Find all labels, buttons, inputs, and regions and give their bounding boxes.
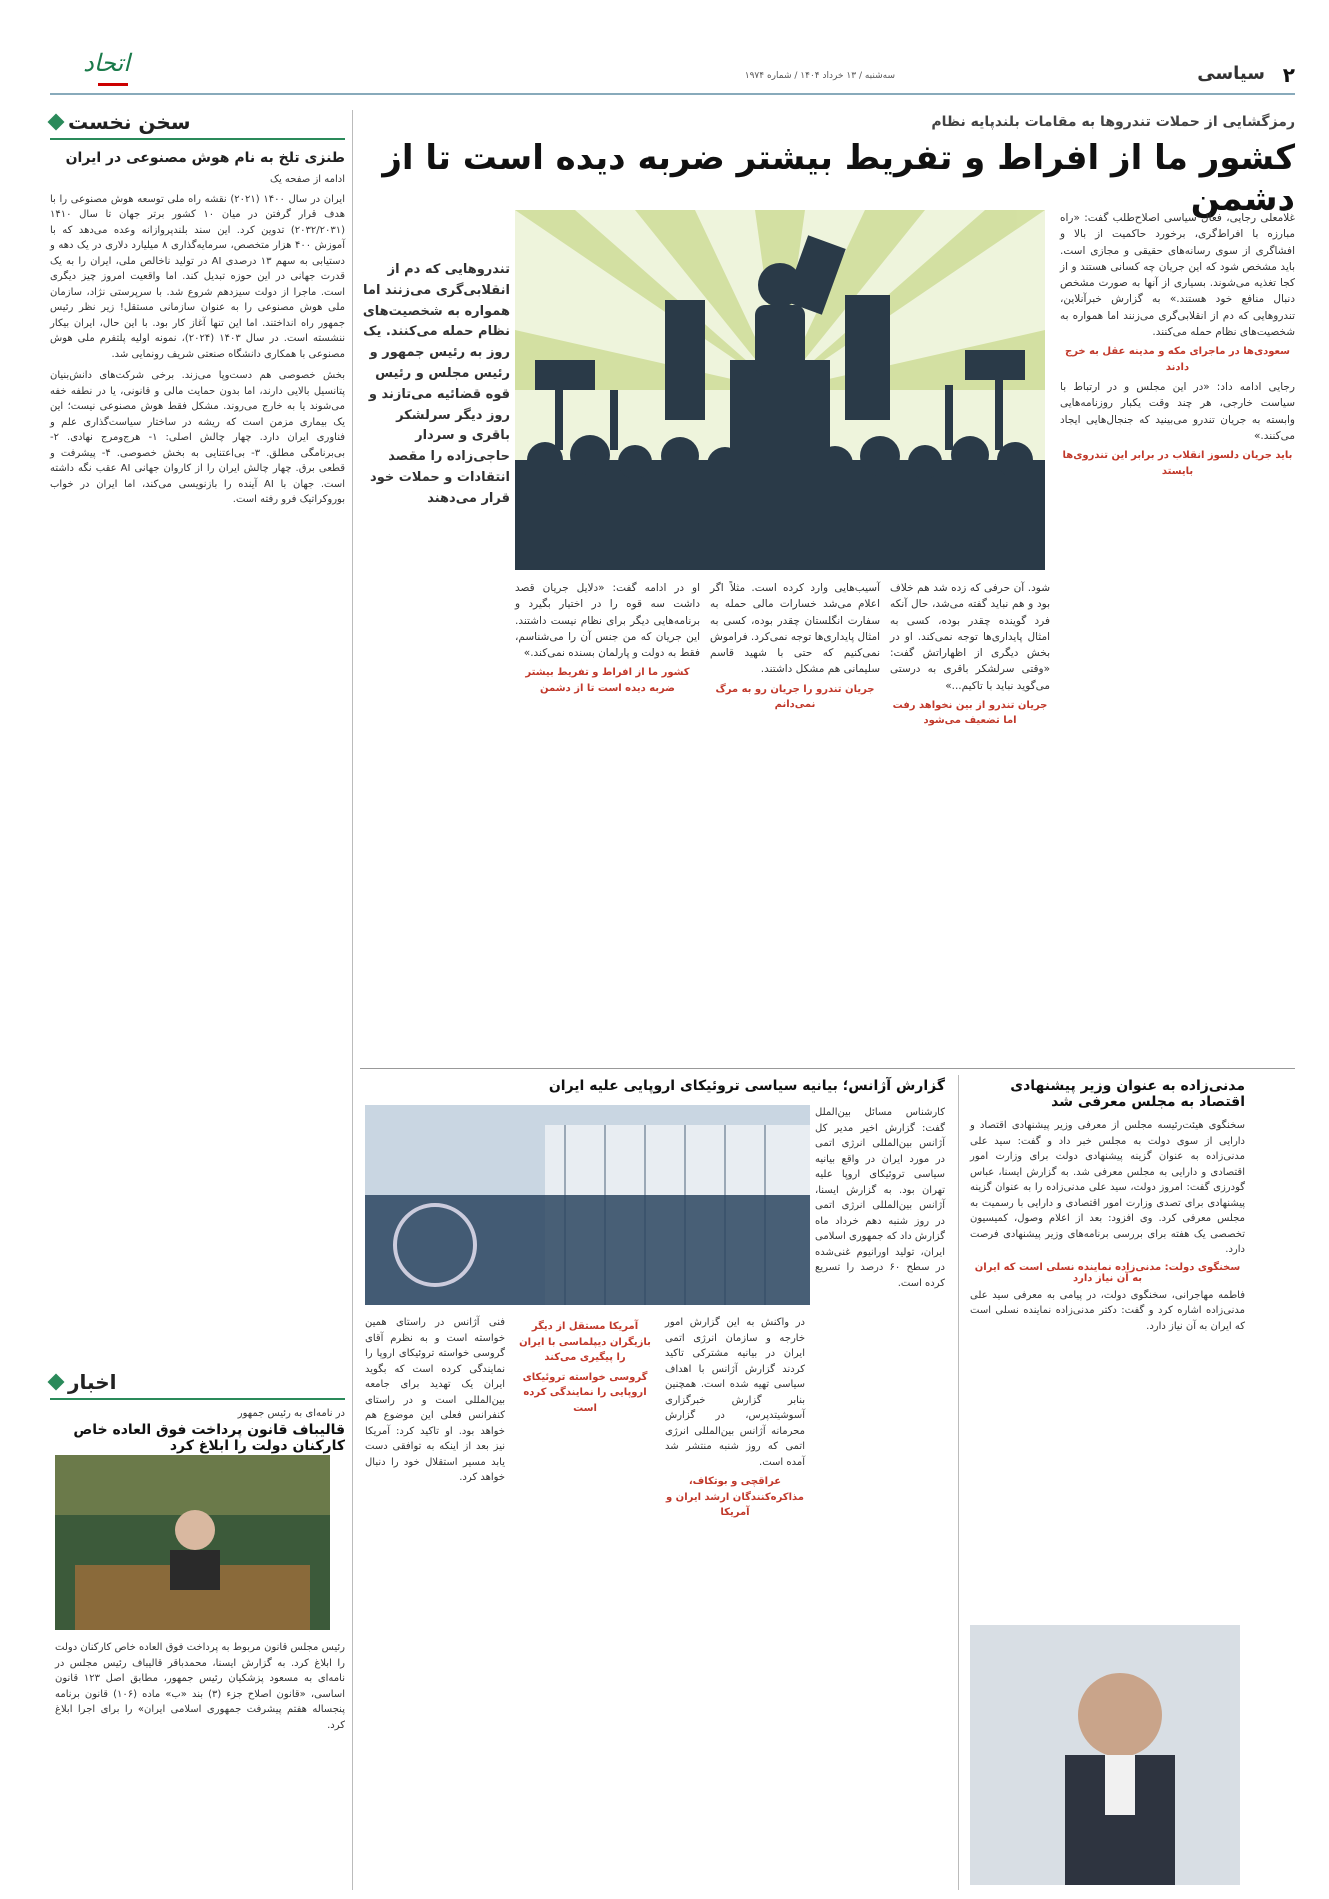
crowd-illustration bbox=[515, 210, 1045, 570]
logo-accent bbox=[98, 83, 128, 86]
lead-col4-subhead: کشور ما از افراط و تفریط بیشتر ضربه دیده است تا از دشمن bbox=[525, 667, 690, 694]
news-label-text: اخبار bbox=[68, 1370, 117, 1394]
editorial-title: طنزی تلخ به نام هوش مصنوعی در ایران bbox=[65, 150, 345, 166]
page-number: ۲ bbox=[1282, 63, 1295, 87]
lead-column-3 bbox=[710, 580, 880, 717]
column-divider bbox=[958, 1075, 959, 1890]
lead-story bbox=[360, 100, 1295, 220]
editorial-continued: ادامه از صفحه یک bbox=[270, 174, 345, 185]
appointment-body: سخنگوی هیئت‌رئیسه مجلس از معرفی وزیر پیشنهادی اقتصاد و دارایی از سوی دولت به مجلس خبر داد و گفت: سید علی مدنی‌زاده به عنوان گزینه پیشنهادی دولت برای وزارت امور اقتصادی و دارایی به مجلس معرفی شد. به گزارش ایسنا، عباس گودرزی گفت: امروز دولت، سید علی مدنی‌زاده را به عنوان گزینه پیشنهادی برای تصدی وزارت امور اقتصادی و دارایی با رسمیت به مجلس معرفی کرد. وی افزود: بعد از اعلام وصول، کمیسیون تخصصی یک هفته برای بررسی برنامه‌های وزیر پیشنهادی فرصت دارد. bbox=[970, 1120, 1245, 1255]
editorial-label bbox=[50, 110, 345, 140]
iaea-column-b bbox=[665, 1315, 805, 1525]
issue-date: سه‌شنبه / ۱۳ خرداد ۱۴۰۴ / شماره ۱۹۷۴ bbox=[744, 71, 895, 81]
lead-col4-text: او در ادامه گفت: «دلایل جریان قصد داشت سه قوه را در اختیار بگیرد و برنامه‌هایی دیگر برای نظام نیست داشتند. این جریان که من جنس آن را می‌شناسم، فقط به دولت و پارلمان بسنده نمی‌کند.» bbox=[515, 582, 700, 660]
lead-kicker: رمزگشایی از حملات تندروها به مقامات بلندپایه نظام bbox=[931, 114, 1295, 130]
appointment-body-2: فاطمه مهاجرانی، سخنگوی دولت، در پیامی به معرفی سید علی مدنی‌زاده اشاره کرد و گفت: دکتر مدنی‌زاده نماینده نسلی است که ایران به آن نیاز دارد. bbox=[970, 1289, 1245, 1332]
minister-portrait-photo bbox=[970, 1625, 1240, 1885]
news-label bbox=[50, 1370, 345, 1400]
iaea-title: گزارش آژانس؛ بیانیه سیاسی تروئیکای اروپایی علیه ایران bbox=[548, 1078, 945, 1094]
lead-col3-text: آسیب‌هایی وارد کرده است. مثلاً اگر اعلام می‌شد خسارات مالی حمله به سفارت انگلستان چقدر بوده، کسی به امثال پایداری‌ها توجه نمی‌کرد. فراموش نمی‌کنیم که حتی با شهید قاسم سلیمانی هم مشکل داشتند. bbox=[710, 582, 880, 676]
iaea-subhead-3: گروسی خواسته تروئیکای اروپایی را نمایندگی کرده است bbox=[522, 1371, 648, 1414]
section-divider bbox=[360, 1068, 1295, 1069]
lead-column-1 bbox=[1060, 210, 1295, 483]
editorial-column bbox=[50, 110, 345, 508]
lead-column-4 bbox=[515, 580, 700, 700]
diamond-icon bbox=[48, 114, 65, 131]
lead-headline: کشور ما از افراط و تفریط بیشتر ضربه دیده است تا از دشمن bbox=[382, 138, 1295, 219]
iaea-column-c bbox=[515, 1315, 655, 1420]
column-divider bbox=[352, 110, 353, 1890]
iaea-column-a: کارشناس مسائل بین‌الملل گفت: گزارش اخیر مدیر کل آژانس بین‌المللی انرژی اتمی در مورد ایران در واقع بیانیه سیاسی تروئیکای اروپا علیه تهران بود. به گزارش ایسنا، آژانس بین‌المللی انرژی اتمی در روز شنبه دهم خرداد ماه گزارش داد که جمهوری اسلامی ایران، تولید اورانیوم غنی‌شده در سطح ۶۰ درصد را تسریع کرده است. bbox=[815, 1107, 945, 1289]
section-name: سیاسی bbox=[1197, 63, 1265, 84]
lead-col2-text: شود. آن حرفی که زده شد هم خلاف بود و هم نباید گفته می‌شد، حال آنکه فرد گوینده چقدر بوده، کسی به امثال پایداری‌ها توجه نمی‌کند. او در بخش دیگری از اظهاراتش گفت: «وقتی سرلشکر باقری به درستی می‌گوید نباید با تاکیم...» bbox=[890, 582, 1050, 692]
lead-col2-subhead: جریان تندرو از بین نخواهد رفت اما تضعیف می‌شود bbox=[892, 699, 1048, 727]
iaea-building-photo bbox=[365, 1105, 810, 1305]
news-box bbox=[50, 1370, 345, 1454]
pull-quote: تندروهایی که دم از انقلابی‌گری می‌زنند اما همواره به شخصیت‌های نظام حمله می‌کنند. یک روز به رئیس جمهور و رئیس مجلس و رئیس قوه قضائیه می‌تازند و روز دیگر سرلشکر باقری و سردار حاجی‌زاده را مقصد انتقادات و حملات خود قرار می‌دهند bbox=[362, 262, 510, 506]
iaea-subhead-1: عراقچی و بوتکاف، مذاکره‌کنندگان ارشد ایران و آمریکا bbox=[665, 1476, 805, 1518]
news-kicker: در نامه‌ای به رئیس جمهور bbox=[237, 1408, 345, 1419]
lead-col1b-text: رجایی ادامه داد: «در این مجلس و در ارتباط با سیاست خارجی، هر چند وقت یکبار روزنامه‌هایی وابسته به جریان تندرو می‌بینید که جنجال‌هایی ایجاد می‌کنند.» bbox=[1060, 381, 1295, 442]
lead-col1-text: غلامعلی رجایی، فعال سیاسی اصلاح‌طلب گفت: «راه مبارزه با افراط‌گری، برخورد حاکمیت از بالا و افشاگری از سوی رسانه‌های حقیقی و مجازی است. باید مشخص شود که این جریان چه کسانی هستند و از کجا تغذیه می‌شوند. بسیاری از آنها به صورت مشخص دنبال منافع خود هستند.» به گزارش خبرآنلاین، تندروهایی که دم از انقلابی‌گری می‌زنند اما همواره به شخصیت‌های نظام حمله می‌کنند. bbox=[1060, 212, 1295, 338]
crowd-silhouette-icon bbox=[515, 210, 1045, 570]
iaea-column-d: فنی آژانس در راستای همین خواسته است و به نظرم آقای گروسی خواسته تروئیکای اروپا را نمایندگی کرده است که بگوید ایران یک تهدید برای جامعه بین‌المللی است و در راستای کنفرانس فعلی این موضوع هم خواهد بود. او تاکید کرد: آمریکا نیز بعد از اینکه به توافقی دست یابد مسیر استقلال خود را دنبال خواهد کرد. bbox=[365, 1317, 505, 1483]
lead-col1-subhead-2: باید جریان دلسوز انقلاب در برابر این تندروی‌ها بایستد bbox=[1062, 450, 1293, 477]
editorial-body-2: بخش خصوصی هم دست‌وپا می‌زند. برخی شرکت‌های دانش‌بنیان پتانسیل بالایی دارند، اما بدون حمایت مالی و قانونی، یا در نطفه خفه می‌شوند یا به خارج می‌روند. مشکل فقط هوش مصنوعی نیست؛ این یک بیماری مزمن است که ریشه در ساختار سیاست‌گذاری علم و فناوری ایران دارد. چهار چالش اصلی: ۱- هرج‌ومرج نهادی. ۲- بی‌برنامگی مطلق. ۳- بی‌اعتنایی به بخش خصوصی. ۴- پیشرفت و قطعی برق. چهار چالش ایران را از کاروان جهانی AI عقب نگه داشته است. جهان با AI آینده را بازنویسی می‌کند، اما ایران در خواب بوروکراتیک فرو رفته است. bbox=[50, 370, 346, 505]
masthead bbox=[50, 49, 1295, 95]
news-title: قالیباف قانون پرداخت فوق العاده خاص کارکنان دولت را ابلاغ کرد bbox=[73, 1421, 345, 1454]
appointment-subhead: سخنگوی دولت: مدنی‌زاده نماینده نسلی است که ایران به آن نیاز دارد bbox=[974, 1261, 1241, 1284]
lead-column-2 bbox=[890, 580, 1050, 733]
iaea-subhead-2: آمریکا مستقل از دیگر بازیگران دیپلماسی با ایران را پیگیری می‌کند bbox=[519, 1321, 651, 1363]
parliament-photo bbox=[55, 1455, 330, 1630]
diamond-icon bbox=[48, 1374, 65, 1391]
appointment-title: مدنی‌زاده به عنوان وزیر پیشنهادی اقتصاد به مجلس معرفی شد bbox=[1010, 1078, 1245, 1110]
appointment-story bbox=[970, 1078, 1245, 1334]
editorial-body: ایران در سال ۱۴۰۰ (۲۰۲۱) نقشه راه ملی توسعه هوش مصنوعی را با هدف قرار گرفتن در میان ۱۰ کشور برتر جهان تا سال ۱۴۱۰ (۲۰۳۲/۲۰۳۱) تدوین کرد. این سند بلندپروازانه وعده می‌دهد که با آموزش ۴۰۰ هزار متخصص، سرمایه‌گذاری ۸ میلیارد دلاری در یک دهه و دستیابی به سهم ۱۳ درصدی AI در تولید ناخالص ملی، ایران را به یک قدرت جهانی در این حوزه تبدیل کند. اما واقعیت امروز چیز دیگری است. ماجرا از دولت سیزدهم شروع شد. با سرپرستی نژاد، سازمان ملی هوش مصنوعی را به عنوان سازمانی مستقل! زیر نظر رئیس جمهور راه انداختند. اما این تنها آغاز کار بود. با این حال، ایران بیکار ننشسته است. در سال ۱۴۰۳ (۲۰۲۴)، نمونه اولیه پلتفرم ملی هوش مصنوعی با همکاری دانشگاه صنعتی شریف رونمایی شد. bbox=[50, 193, 346, 360]
editorial-label-text: سخن نخست bbox=[68, 110, 191, 134]
iaea-col-b-text: در واکنش به این گزارش امور خارجه و سازمان انرژی اتمی ایران در بیانیه مشترکی تاکید کردند گزارش آژانس با اهداف سیاسی تهیه شده است. همچنین بنابر گزارش خبرگزاری آسوشیتدپرس، در گزارش محرمانه آژانس بین‌المللی انرژی اتمی که روز شنبه منتشر شد آمده است. bbox=[665, 1317, 805, 1468]
lead-col1-subhead: سعودی‌ها در ماجرای مکه و مدینه عقل به خرج دادند bbox=[1064, 346, 1290, 373]
lead-col3-subhead: جریان تندرو را جریان رو به مرگ نمی‌دانم bbox=[715, 683, 875, 711]
newspaper-logo: اتحاد bbox=[83, 49, 130, 77]
iaea-story-header bbox=[365, 1078, 945, 1094]
news-body: رئیس مجلس قانون مربوط به پرداخت فوق العاده خاص کارکنان دولت را ابلاغ کرد. به گزارش ایسنا، محمدباقر قالیباف رئیس مجلس در نامه‌ای به مسعود پزشکیان رئیس جمهور، مطابق اصل ۱۲۳ قانون اساسی، «قانون اصلاح جزء (۳) بند «ب» ماده (۱۰۶) قانون برنامه پنجساله هفتم پیشرفت جمهوری اسلامی ایران» را برای اجرا ابلاغ کرد. bbox=[55, 1642, 345, 1731]
